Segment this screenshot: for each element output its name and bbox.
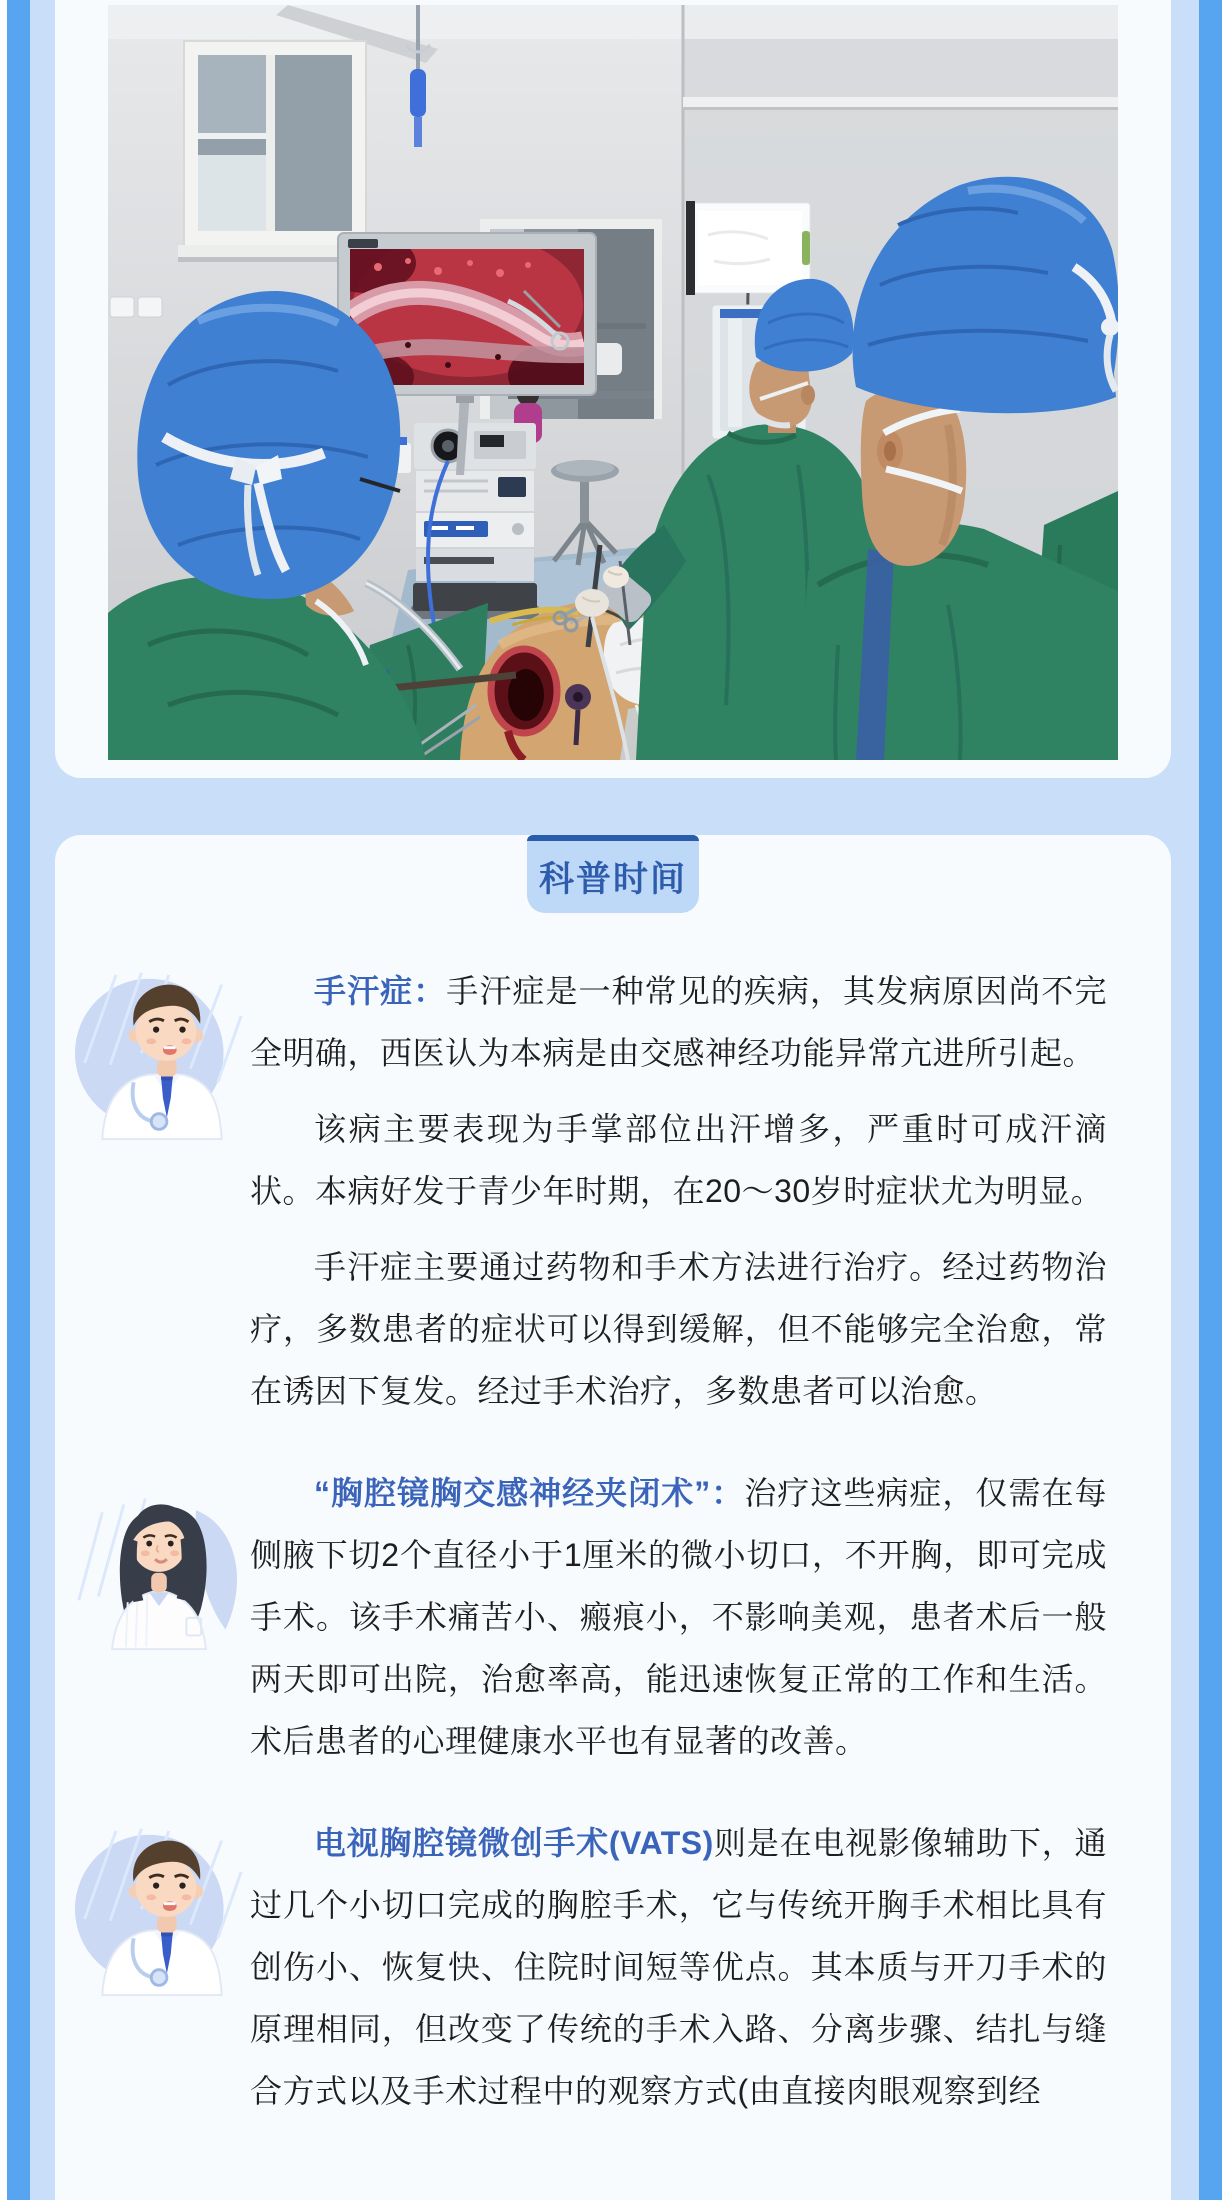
section-hand-hyperhidrosis (55, 960, 1171, 1422)
paragraph (250, 1812, 1107, 2122)
content-card (55, 835, 1171, 2200)
avatar-column (55, 1462, 250, 1772)
section-thoracoscopic-clipping (55, 1462, 1171, 1772)
section-text (250, 960, 1107, 1422)
male-doctor-avatar-icon (73, 966, 249, 1146)
section-title-label: 科普时间 (538, 860, 687, 899)
paragraph-text: 该病主要表现为手掌部位出汗增多，严重时可成汗滴状。本病好发于青少年时期，在20～30岁时症状尤为明显。 (250, 1111, 1107, 1209)
male-doctor-avatar-icon (73, 1822, 249, 2002)
article-body (55, 835, 1171, 2162)
section-vats (55, 1812, 1171, 2122)
paragraph-text: 则是在电视影像辅助下，通过几个小切口完成的胸腔手术，它与传统开胸手术相比具有创伤小、恢复快、住院时间短等优点。其本质与开刀手术的原理相同，但改变了传统的手术入路、分离步骤、结扎与缝合方式以及手术过程中的观察方式(由直接肉眼观察到经 (250, 1825, 1107, 2109)
left-edge-stripe (7, 0, 30, 2200)
section-text (250, 1462, 1107, 1772)
operating-room-illustration (108, 5, 1118, 760)
paragraph (250, 1236, 1107, 1422)
operating-room-photo (108, 5, 1118, 760)
paragraph-text: 治疗这些病症，仅需在每侧腋下切2个直径小于1厘米的微小切口，不开胸，即可完成手术。该手术痛苦小、瘢痕小，不影响美观，患者术后一般两天即可出院，治愈率高，能迅速恢复正常的工作和生活。术后患者的心理健康水平也有显著的改善。 (250, 1475, 1107, 1759)
avatar-column (55, 960, 250, 1422)
paragraph (250, 1098, 1107, 1222)
section-text (250, 1812, 1107, 2122)
avatar-column (55, 1812, 250, 2122)
paragraph-text: 手汗症是一种常见的疾病，其发病原因尚不完全明确，西医认为本病是由交感神经功能异常亢进所引起。 (250, 973, 1107, 1071)
paragraph-lead: “胸腔镜胸交感神经夹闭术”： (314, 1475, 745, 1511)
paragraph-lead: 电视胸腔镜微创手术(VATS) (314, 1825, 714, 1861)
paragraph-lead: 手汗症： (314, 973, 447, 1009)
right-edge-stripe (1199, 0, 1222, 2200)
paragraph (250, 960, 1107, 1084)
female-doctor-avatar-icon (71, 1476, 247, 1656)
paragraph (250, 1462, 1107, 1772)
photo-card (55, 0, 1171, 778)
paragraph-text: 手汗症主要通过药物和手术方法进行治疗。经过药物治疗，多数患者的症状可以得到缓解，但不能够完全治愈，常在诱因下复发。经过手术治疗，多数患者可以治愈。 (250, 1249, 1107, 1409)
